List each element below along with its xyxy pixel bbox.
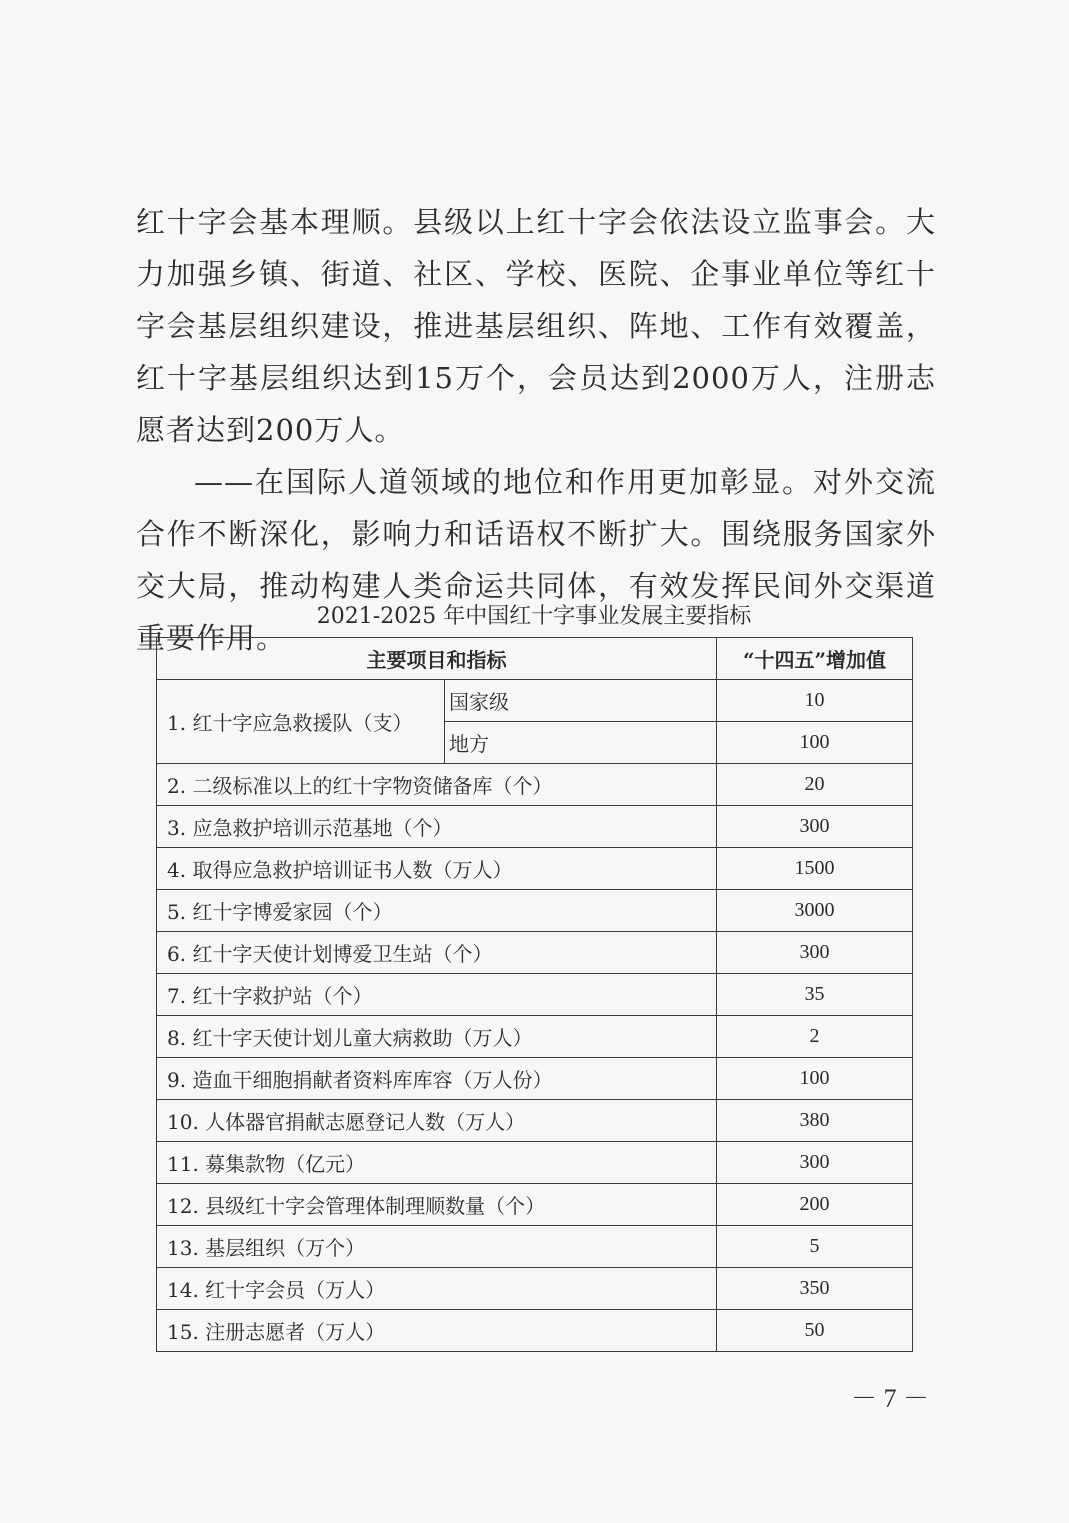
table-row bbox=[157, 1268, 913, 1310]
paragraph: 红十字会基本理顺。县级以上红十字会依法设立监事会。大力加强乡镇、街道、社区、学校、医院、企事业单位等红十字会基层组织建设，推进基层组织、阵地、工作有效覆盖，红十字基层组织达到15万个，会员达到2000万人，注册志愿者达到200万人。 bbox=[136, 205, 936, 447]
table-row bbox=[157, 1016, 913, 1058]
row-value: 35 bbox=[717, 974, 913, 1016]
table-row bbox=[157, 1310, 913, 1352]
row-label: 10. 人体器官捐献志愿登记人数（万人） bbox=[157, 1100, 717, 1142]
row-label: 13. 基层组织（万个） bbox=[157, 1226, 717, 1268]
page-number: － 7 － bbox=[850, 1384, 929, 1413]
sub-label: 国家级 bbox=[445, 680, 717, 722]
indicators-table bbox=[156, 637, 913, 1352]
row-value: 300 bbox=[717, 1142, 913, 1184]
row-value: 50 bbox=[717, 1310, 913, 1352]
sub-label: 地方 bbox=[445, 722, 717, 764]
table-body bbox=[157, 764, 913, 1352]
row-label: 3. 应急救护培训示范基地（个） bbox=[157, 806, 717, 848]
table-title: 2021-2025 年中国红十字事业发展主要指标 bbox=[316, 604, 752, 629]
row-value: 5 bbox=[717, 1226, 913, 1268]
row-label: 1. 红十字应急救援队（支） bbox=[157, 680, 445, 764]
row-value: 380 bbox=[717, 1100, 913, 1142]
row-label: 8. 红十字天使计划儿童大病救助（万人） bbox=[157, 1016, 717, 1058]
header-value: “十四五”增加值 bbox=[717, 638, 913, 680]
row-value: 2 bbox=[717, 1016, 913, 1058]
row-label: 6. 红十字天使计划博爱卫生站（个） bbox=[157, 932, 717, 974]
row-value: 10 bbox=[717, 680, 913, 722]
row-label: 11. 募集款物（亿元） bbox=[157, 1142, 717, 1184]
table-header-row bbox=[157, 638, 913, 680]
header-item: 主要项目和指标 bbox=[157, 638, 717, 680]
row-value: 300 bbox=[717, 806, 913, 848]
table-row bbox=[157, 764, 913, 806]
table-row bbox=[157, 932, 913, 974]
row-value: 3000 bbox=[717, 890, 913, 932]
table-row bbox=[157, 1142, 913, 1184]
table-row bbox=[157, 1058, 913, 1100]
table-row bbox=[157, 890, 913, 932]
table-row bbox=[157, 848, 913, 890]
row-label: 5. 红十字博爱家园（个） bbox=[157, 890, 717, 932]
table-row bbox=[157, 1226, 913, 1268]
row-value: 20 bbox=[717, 764, 913, 806]
row-label: 4. 取得应急救护培训证书人数（万人） bbox=[157, 848, 717, 890]
table-row bbox=[157, 680, 913, 722]
row-value: 100 bbox=[717, 1058, 913, 1100]
row-value: 1500 bbox=[717, 848, 913, 890]
table-row bbox=[157, 1184, 913, 1226]
row-label: 15. 注册志愿者（万人） bbox=[157, 1310, 717, 1352]
table-row bbox=[157, 806, 913, 848]
table-row bbox=[157, 1100, 913, 1142]
row-value: 100 bbox=[717, 722, 913, 764]
table-row bbox=[157, 974, 913, 1016]
row-value: 300 bbox=[717, 932, 913, 974]
row-value: 350 bbox=[717, 1268, 913, 1310]
row-value: 200 bbox=[717, 1184, 913, 1226]
body-text bbox=[136, 196, 936, 664]
row-label: 7. 红十字救护站（个） bbox=[157, 974, 717, 1016]
row-label: 2. 二级标准以上的红十字物资储备库（个） bbox=[157, 764, 717, 806]
row-label: 12. 县级红十字会管理体制理顺数量（个） bbox=[157, 1184, 717, 1226]
paragraph: ——在国际人道领域的地位和作用更加彰显。对外交流合作不断深化，影响力和话语权不断扩大。围绕服务国家外交大局，推动构建人类命运共同体，有效发挥民间外交渠道重要作用。 bbox=[136, 465, 936, 655]
row-label: 9. 造血干细胞捐献者资料库库容（万人份） bbox=[157, 1058, 717, 1100]
row-label: 14. 红十字会员（万人） bbox=[157, 1268, 717, 1310]
